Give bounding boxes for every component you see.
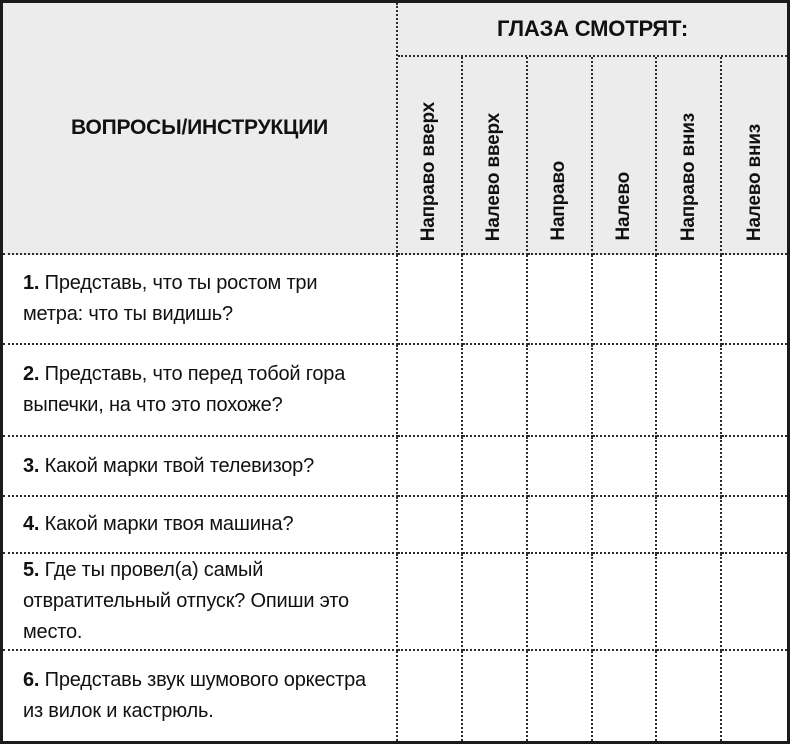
- answer-cell: [593, 255, 658, 345]
- column-header-label: Направо вверх: [418, 101, 440, 241]
- questions-header-cell: [3, 3, 398, 255]
- question-number: 4.: [23, 513, 40, 535]
- question-number: 6.: [23, 669, 40, 691]
- question-text: 4. Какой марки твоя машина?: [23, 513, 294, 535]
- answer-cell: [528, 345, 593, 437]
- column-header-label: Налево вверх: [483, 112, 505, 241]
- column-header-right: [528, 57, 593, 255]
- answer-cell: [398, 497, 463, 554]
- answer-cell: [593, 437, 658, 497]
- answer-cell: [463, 554, 528, 651]
- question-number: 2.: [23, 363, 40, 385]
- answer-cell: [528, 651, 593, 741]
- question-number: 3.: [23, 454, 40, 477]
- answer-cell: [657, 651, 722, 741]
- question-cell: [3, 255, 398, 345]
- answer-cell: [657, 437, 722, 497]
- answer-cell: [463, 497, 528, 554]
- answer-cell: [528, 255, 593, 345]
- answer-cell: [722, 651, 787, 741]
- question-text: 3. Какой марки твой телевизор?: [23, 454, 315, 477]
- answer-cell: [463, 651, 528, 741]
- question-number: 5.: [23, 559, 40, 581]
- question-text: 6. Представь звук шумового оркестра из вилок и кастрюль.: [23, 669, 366, 722]
- question-text: 5. Где ты провел(а) самый отвратительный отпуск? Опиши это место.: [23, 559, 349, 643]
- eyes-header-cell: [398, 3, 787, 57]
- answer-cell: [593, 345, 658, 437]
- column-header-label: Направо: [548, 161, 570, 241]
- answer-cell: [722, 345, 787, 437]
- answer-cell: [528, 497, 593, 554]
- answer-cell: [657, 345, 722, 437]
- questions-header-label: ВОПРОСЫ/ИНСТРУКЦИИ: [71, 116, 328, 139]
- answer-cell: [657, 497, 722, 554]
- question-cell: [3, 554, 398, 651]
- question-text: 1. Представь, что ты ростом три метра: что ты видишь?: [23, 272, 318, 325]
- question-number: 1.: [23, 272, 40, 294]
- question-cell: [3, 345, 398, 437]
- answer-cell: [657, 554, 722, 651]
- answer-cell: [722, 497, 787, 554]
- answer-cell: [528, 554, 593, 651]
- answer-cell: [593, 554, 658, 651]
- question-cell: [3, 497, 398, 554]
- answer-cell: [657, 255, 722, 345]
- answer-cell: [593, 651, 658, 741]
- answer-cell: [722, 437, 787, 497]
- answer-cell: [463, 437, 528, 497]
- column-header-label: Налево: [612, 172, 634, 241]
- answer-cell: [722, 554, 787, 651]
- answer-cell: [463, 345, 528, 437]
- answer-cell: [528, 437, 593, 497]
- answer-cell: [398, 554, 463, 651]
- question-text: 2. Представь, что перед тобой гора выпечки, на что это похоже?: [23, 363, 346, 416]
- column-header-right-up: [398, 57, 463, 255]
- answer-cell: [398, 651, 463, 741]
- column-header-left: [593, 57, 658, 255]
- answer-cell: [463, 255, 528, 345]
- column-header-right-down: [657, 57, 722, 255]
- answer-cell: [722, 255, 787, 345]
- answer-cell: [398, 255, 463, 345]
- answer-cell: [398, 437, 463, 497]
- answer-cell: [398, 345, 463, 437]
- answer-cell: [593, 497, 658, 554]
- question-cell: [3, 651, 398, 741]
- column-header-label: Налево вниз: [743, 123, 765, 241]
- column-header-left-up: [463, 57, 528, 255]
- question-cell: [3, 437, 398, 497]
- column-header-left-down: [722, 57, 787, 255]
- eyes-header-label: ГЛАЗА СМОТРЯТ:: [496, 16, 689, 41]
- column-header-label: Направо вниз: [677, 112, 699, 241]
